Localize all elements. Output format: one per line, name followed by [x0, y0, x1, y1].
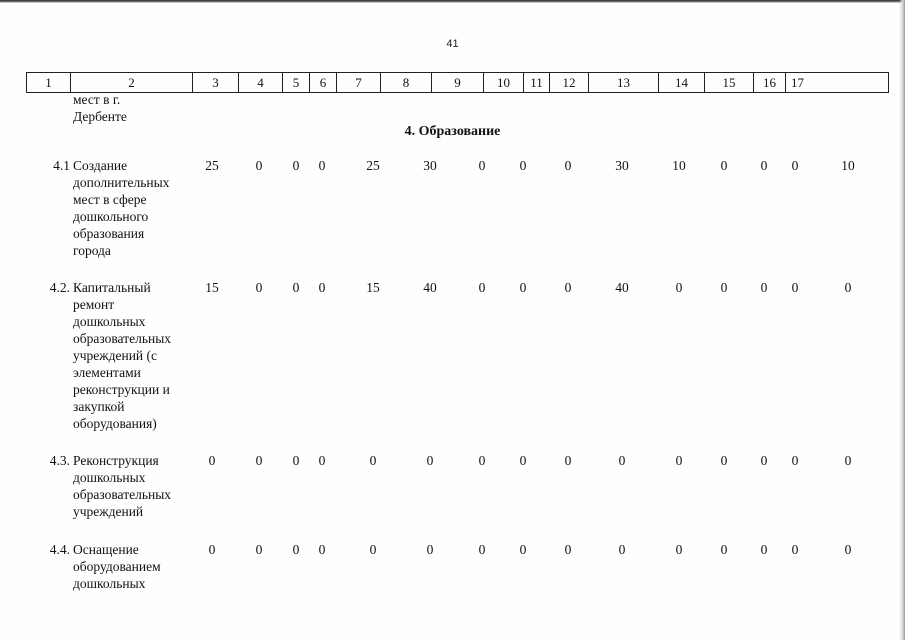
column-header-cell: 5 [282, 73, 309, 92]
scan-right-edge [899, 0, 905, 640]
column-header-cell: 12 [549, 73, 588, 92]
row-value-cell: 0 [791, 453, 799, 468]
column-header-cell: 13 [588, 73, 658, 92]
column-header-cell: 1 [26, 73, 70, 92]
row-value-cell: 15 [205, 280, 219, 295]
row-value-cell: 25 [205, 158, 219, 173]
row-value-cell: 0 [519, 542, 527, 557]
scan-top-edge [0, 0, 905, 3]
column-header-cell: 7 [336, 73, 380, 92]
row-value-cell: 0 [318, 158, 326, 173]
column-header-cell: 16 [753, 73, 785, 92]
row-name: Реконструкция дошкольных образовательных учреждений [73, 453, 172, 519]
row-value-cell: 30 [423, 158, 437, 173]
row-value-cell: 0 [564, 280, 572, 295]
row-value-cell: 0 [255, 280, 263, 295]
row-value-cell: 0 [208, 542, 216, 557]
row-value-cell: 0 [720, 453, 728, 468]
row-value-cell: 0 [519, 280, 527, 295]
row-value-cell: 0 [478, 280, 486, 295]
row-value-cell: 0 [255, 453, 263, 468]
row-value-cell: 0 [760, 453, 768, 468]
row-value-cell: 15 [366, 280, 380, 295]
row-value-cell: 0 [564, 453, 572, 468]
column-header-cell: 6 [309, 73, 336, 92]
column-header-cell: 15 [704, 73, 753, 92]
row-value-cell: 0 [318, 542, 326, 557]
continued-row-text: мест в г. Дербенте [73, 92, 127, 124]
row-value-cell: 0 [791, 542, 799, 557]
section-title: 4. Образование [404, 124, 501, 139]
row-value-cell: 0 [369, 542, 377, 557]
row-value-cell: 10 [841, 158, 855, 173]
row-value-cell: 0 [478, 158, 486, 173]
column-header-cell: 8 [380, 73, 431, 92]
row-value-cell: 0 [426, 542, 434, 557]
row-value-cell: 30 [615, 158, 629, 173]
row-value-cell: 0 [675, 453, 683, 468]
column-header-cell: 10 [483, 73, 523, 92]
row-value-cell: 0 [564, 542, 572, 557]
row-value-cell: 0 [844, 280, 852, 295]
row-value-cell: 0 [255, 542, 263, 557]
row-value-cell: 0 [255, 158, 263, 173]
column-header-cell: 3 [192, 73, 238, 92]
row-value-cell: 0 [720, 280, 728, 295]
row-value-cell: 0 [478, 542, 486, 557]
row-value-cell: 0 [519, 158, 527, 173]
row-name: Оснащение оборудованием дошкольных [73, 542, 161, 591]
row-value-cell: 40 [615, 280, 629, 295]
row-value-cell: 0 [208, 453, 216, 468]
row-value-cell: 0 [618, 542, 626, 557]
row-value-cell: 0 [318, 280, 326, 295]
row-number: 4.3. [49, 453, 70, 468]
row-number: 4.1 [53, 158, 70, 173]
column-header-cell: 2 [70, 73, 192, 92]
row-value-cell: 0 [760, 280, 768, 295]
row-value-cell: 0 [760, 158, 768, 173]
column-header-cell: 9 [431, 73, 483, 92]
row-value-cell: 0 [478, 453, 486, 468]
row-value-cell: 0 [720, 158, 728, 173]
row-value-cell: 0 [564, 158, 572, 173]
row-value-cell: 0 [844, 542, 852, 557]
row-value-cell: 0 [426, 453, 434, 468]
row-number: 4.4. [49, 542, 70, 557]
column-number-header [26, 72, 889, 93]
row-value-cell: 0 [618, 453, 626, 468]
row-value-cell: 25 [366, 158, 380, 173]
page-number: 41 [446, 38, 459, 50]
row-value-cell: 0 [844, 453, 852, 468]
row-value-cell: 0 [318, 453, 326, 468]
column-header-cell: 4 [238, 73, 282, 92]
row-value-cell: 0 [675, 542, 683, 557]
row-name: Капитальный ремонт дошкольных образовательных учреждений (с элементами реконструкции и закупкой оборудования) [73, 280, 172, 431]
row-value-cell: 0 [791, 280, 799, 295]
row-value-cell: 0 [292, 280, 300, 295]
row-value-cell: 0 [292, 542, 300, 557]
row-value-cell: 0 [675, 280, 683, 295]
row-value-cell: 0 [292, 158, 300, 173]
row-number: 4.2. [49, 280, 70, 295]
row-value-cell: 0 [720, 542, 728, 557]
row-value-cell: 0 [791, 158, 799, 173]
row-value-cell: 0 [519, 453, 527, 468]
row-name: Создание дополнительных мест в сфере дошкольного образования города [73, 158, 170, 258]
row-value-cell: 0 [369, 453, 377, 468]
column-header-cell: 14 [658, 73, 704, 92]
row-value-cell: 10 [672, 158, 686, 173]
row-value-cell: 40 [423, 280, 437, 295]
row-value-cell: 0 [760, 542, 768, 557]
column-header-cell: 11 [523, 73, 549, 92]
row-value-cell: 0 [292, 453, 300, 468]
column-header-cell: 17 [785, 73, 809, 92]
